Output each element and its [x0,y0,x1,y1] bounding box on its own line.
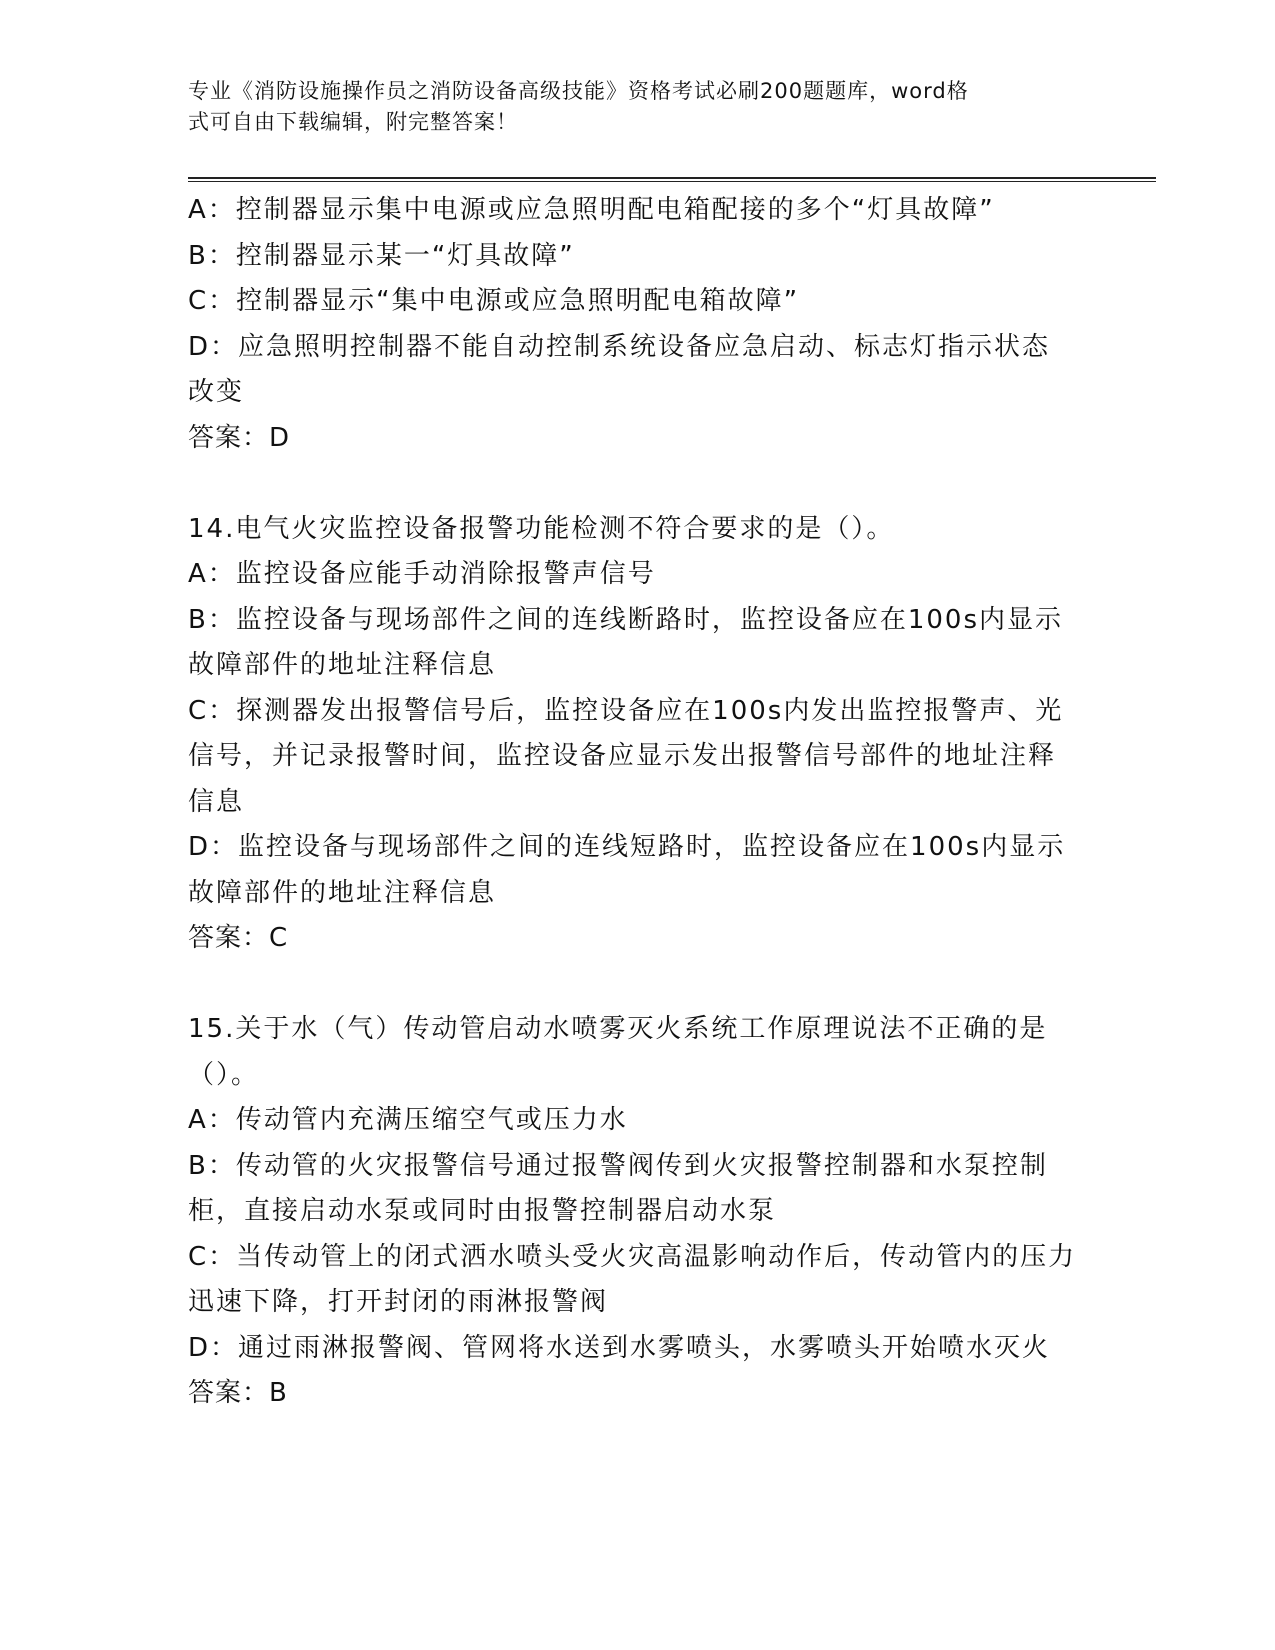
question-14-option-a: A：监控设备应能手动消除报警声信号 [188,559,656,589]
question-15-option-d: D：通过雨淋报警阀、管网将水送到水雾喷头，水雾喷头开始喷水灭火 [188,1332,1051,1363]
question-14-option-d: D：监控设备与现场部件之间的连线短路时，监控设备应在100s内显示故障部件的地址注释信息 [188,832,1066,908]
document-header [188,76,1068,138]
question-13-option-d: D：应急照明控制器不能自动控制系统设备应急启动、标志灯指示状态改变 [188,331,1051,407]
question-13-option-b: B：控制器显示某一“灯具故障” [188,240,575,271]
question-14-option-c: C：探测器发出报警信号后，监控设备应在100s内发出监控报警声、光信号，并记录报警时间，监控设备应显示发出报警信号部件的地址注释信息 [188,695,1064,817]
question-15-answer: 答案：B [188,1378,288,1408]
question-14-option-b: B：监控设备与现场部件之间的连线断路时，监控设备应在100s内显示故障部件的地址注释信息 [188,604,1064,680]
question-content [188,188,1078,1417]
header-divider [188,177,1156,182]
header-line-2: 式可自由下载编辑，附完整答案！ [188,110,518,134]
question-spacing [188,962,1078,1008]
question-15-option-a: A：传动管内充满压缩空气或压力水 [188,1105,628,1135]
question-spacing [188,461,1078,507]
question-15-option-b: B：传动管的火灾报警信号通过报警阀传到火灾报警控制器和水泵控制柜，直接启动水泵或同时由报警控制器启动水泵 [188,1150,1048,1226]
question-13 [188,188,1078,461]
question-14 [188,507,1078,962]
question-15-option-c: C：当传动管上的闭式洒水喷头受火灾高温影响动作后，传动管内的压力迅速下降，打开封闭的雨淋报警阀 [188,1241,1077,1317]
question-13-option-a: A：控制器显示集中电源或应急照明配电箱配接的多个“灯具故障” [188,195,995,225]
question-15 [188,1007,1078,1417]
question-13-answer: 答案：D [188,422,291,453]
header-line-1: 专业《消防设施操作员之消防设备高级技能》资格考试必刷200题题库，word格 [188,79,969,103]
question-14-answer: 答案：C [188,923,289,953]
question-13-option-c: C：控制器显示“集中电源或应急照明配电箱故障” [188,286,800,316]
question-14-stem: 14.电气火灾监控设备报警功能检测不符合要求的是（）。 [188,513,895,544]
question-15-stem: 15.关于水（气）传动管启动水喷雾灭火系统工作原理说法不正确的是（）。 [188,1014,1048,1090]
